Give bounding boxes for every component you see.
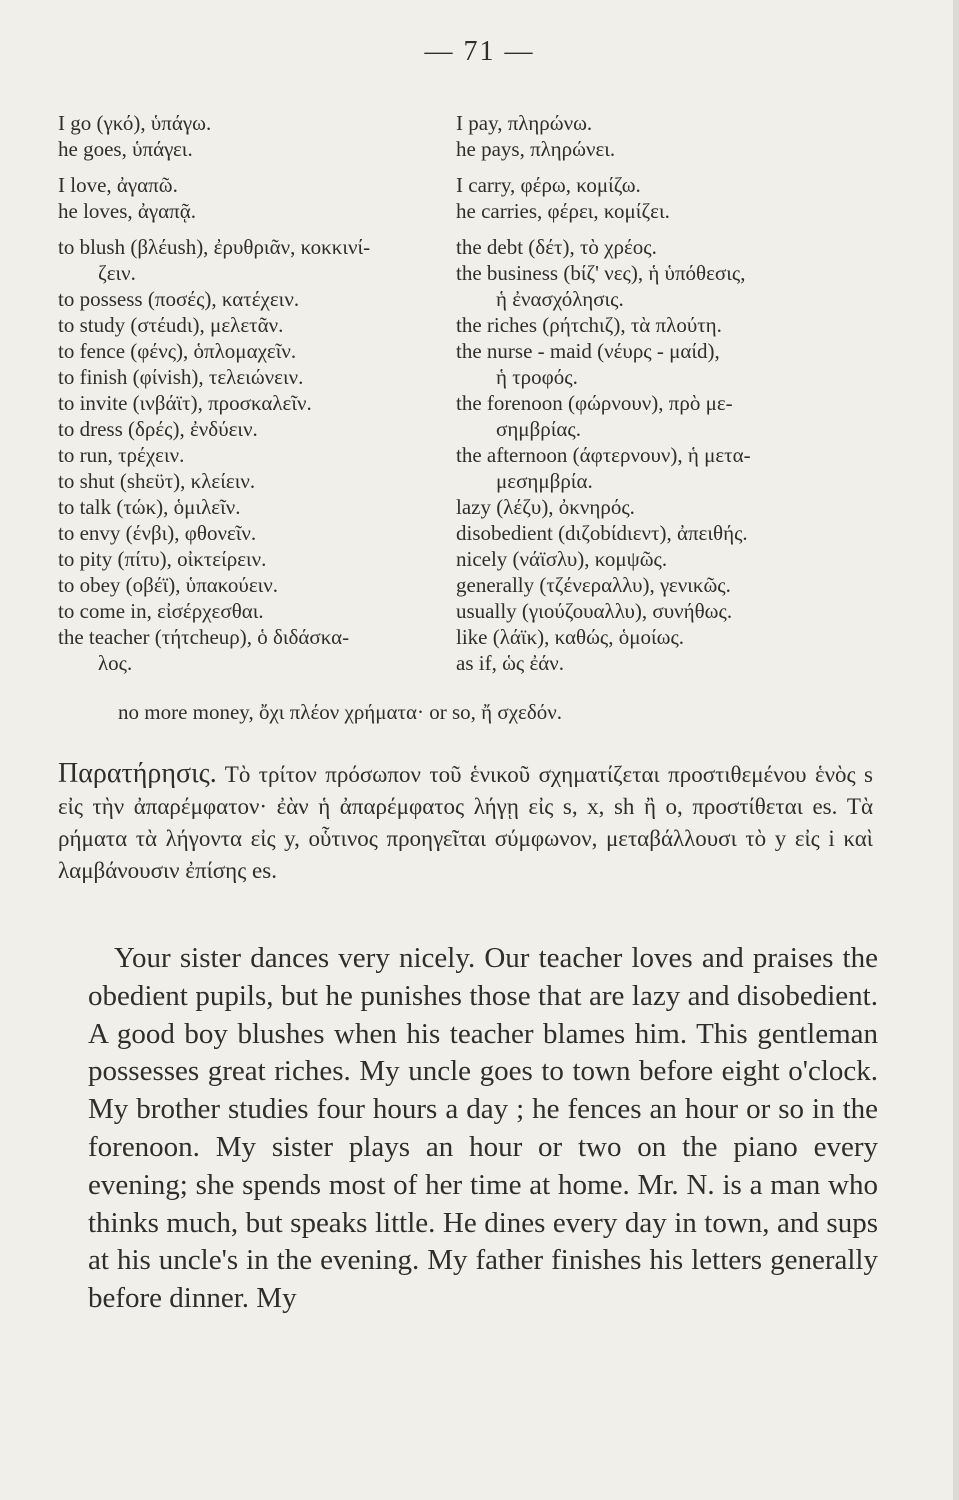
vocabulary-left-column — [58, 110, 448, 676]
entry-gap — [456, 224, 886, 234]
vocabulary-entry: to invite (ινβάϊτ), προσκαλεῖν. — [58, 391, 312, 415]
grammar-note-text: Τὸ τρίτον πρόσωπον τοῦ ἑνικοῦ σχηματίζεται προστιθεμένου ἑνὸς s εἰς τὴν ἀπαρέμφατον· ἐὰν ἡ ἀπαρέμφατος λήγῃ εἰς s, x, sh ἢ o, προστίθεται es. Τὰ ρήματα τὰ λήγοντα εἰς y, οὗτινος προηγεῖται σύμφωνον, μεταβάλλουσι τὸ y εἰς i καὶ λαμβάνουσιν ἐπίσης es. — [58, 762, 873, 883]
vocabulary-entry: lazy (λέζυ), ὀκνηρός. — [456, 495, 635, 519]
vocabulary-entry: to shut (shεϋτ), κλείειν. — [58, 469, 256, 493]
vocabulary-entry: ἡ τροφός. — [496, 365, 578, 389]
vocabulary-entry: to come in, εἰσέρχεσθαι. — [58, 599, 264, 623]
exercise-text: Your sister dances very nicely. Our teacher loves and praises the obedient pupils, but he punishes those that are lazy and disobedient. A good boy blushes when his teacher blames him. This gentleman possesses great riches. My uncle goes to town before eight o'clock. My brother studies four hours a day ; he fences an hour or so in the forenoon. My sister plays an hour or two on the piano every evening; she spends most of her time at home. Mr. N. is a man who thinks much, but speaks little. He dines every day in town, and sups at his uncle's in the evening. My father finishes his letters generally before dinner. My — [88, 942, 878, 1315]
vocabulary-entry: he goes, ὑπάγει. — [58, 137, 193, 161]
vocabulary-entry: the forenoon (φώρνουν), πρὸ με- — [456, 391, 733, 415]
vocabulary-entry: to pity (πίτυ), οἰκτείρειν. — [58, 547, 267, 571]
vocabulary-entry: the riches (ρήτchιζ), τὰ πλούτη. — [456, 313, 722, 337]
vocabulary-entry: the afternoon (άφτερνουν), ἡ μετα- — [456, 443, 751, 467]
vocabulary-entry: to blush (βλέush), ἐρυθριᾶν, κοκκινί- — [58, 235, 371, 259]
vocabulary-entry: the debt (δέτ), τὸ χρέος. — [456, 235, 657, 259]
vocabulary-entry: I carry, φέρω, κομίζω. — [456, 173, 641, 197]
grammar-note-heading: Παρατήρησις. — [58, 758, 217, 789]
vocabulary-right-column — [456, 110, 886, 676]
entry-gap — [58, 224, 448, 234]
vocabulary-entry: I go (γκό), ὑπάγω. — [58, 111, 212, 135]
vocabulary-entry: usually (γιούζουαλλυ), συνήθως. — [456, 599, 733, 623]
vocabulary-entry: σημβρίας. — [496, 417, 581, 441]
vocabulary-entry: λος. — [98, 651, 133, 675]
page-number: — 71 — — [424, 36, 535, 67]
vocabulary-entry: the nurse - maid (νέυρς - μαίd), — [456, 339, 720, 363]
vocabulary-entry: the business (bίζ' νες), ἡ ὑπόθεσις, — [456, 261, 746, 285]
vocabulary-entry: ἡ ἐνασχόλησις. — [496, 287, 624, 311]
vocabulary-entry: I pay, πληρώνω. — [456, 111, 593, 135]
vocabulary-list — [58, 110, 918, 740]
vocabulary-entry: to finish (φίνish), τελειώνειν. — [58, 365, 304, 389]
grammar-note — [58, 758, 873, 887]
entry-gap — [456, 162, 886, 172]
vocabulary-entry: to talk (τώκ), ὁμιλεῖν. — [58, 495, 241, 519]
vocabulary-entry: he carries, φέρει, κομίζει. — [456, 199, 670, 223]
vocabulary-entry: to possess (ποσές), κατέχειν. — [58, 287, 300, 311]
exercise-paragraph — [88, 940, 878, 1318]
vocabulary-footer-line: no more money, ὄχι πλέον χρήματα· or so, ἤ σχεδόν. — [118, 700, 562, 724]
vocabulary-entry: to obey (οβέϊ), ὑπακούειν. — [58, 573, 279, 597]
vocabulary-entry: to envy (ένβι), φθονεῖν. — [58, 521, 257, 545]
vocabulary-entry: like (λάϊκ), καθώς, ὁμοίως. — [456, 625, 685, 649]
vocabulary-entry: to run, τρέχειν. — [58, 443, 185, 467]
vocabulary-entry: to study (στέudι), μελετᾶν. — [58, 313, 284, 337]
vocabulary-entry: μεσημβρία. — [496, 469, 593, 493]
vocabulary-entry: generally (τζένεραλλυ), γενικῶς. — [456, 573, 731, 597]
vocabulary-entry: nicely (νάϊσλυ), κομψῶς. — [456, 547, 668, 571]
vocabulary-entry: ζειν. — [98, 261, 136, 285]
vocabulary-entry: the teacher (τήτcheuρ), ὁ διδάσκα- — [58, 625, 350, 649]
vocabulary-entry: to fence (φένς), ὁπλομαχεῖν. — [58, 339, 297, 363]
vocabulary-entry: as if, ὡς ἐάν. — [456, 651, 565, 675]
vocabulary-entry: disobedient (dιζobίdιεντ), ἀπειθής. — [456, 521, 748, 545]
vocabulary-entry: he loves, ἀγαπᾷ. — [58, 199, 197, 223]
vocabulary-entry: I love, ἀγαπῶ. — [58, 173, 178, 197]
vocabulary-entry: to dress (δρές), ἐνδύειν. — [58, 417, 258, 441]
vocabulary-entry: he pays, πληρώνει. — [456, 137, 616, 161]
entry-gap — [58, 162, 448, 172]
